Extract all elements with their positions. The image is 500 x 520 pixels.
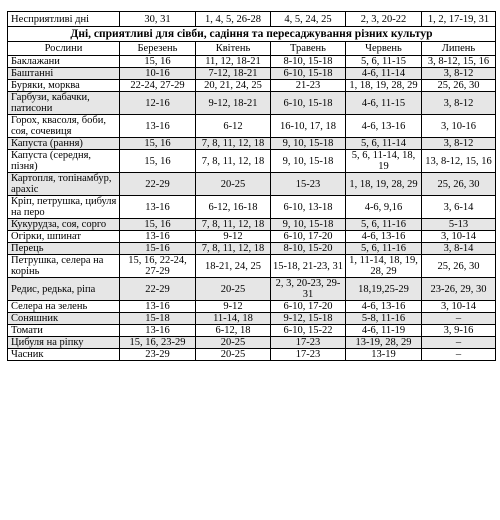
day-range-cell: 4-6, 13-16 [346,231,422,243]
table-row [8,68,496,80]
day-range-cell: 25, 26, 30 [422,80,496,92]
day-range-cell: 22-29 [120,173,196,196]
day-range-cell: 4-6, 11-15 [346,92,422,115]
plant-name: Баштанні [8,68,120,80]
unfavorable-july: 1, 2, 17-19, 31 [422,12,496,27]
day-range-cell: 5-8, 11-16 [346,313,422,325]
day-range-cell: 25, 26, 30 [422,255,496,278]
day-range-cell: 3, 8-12 [422,68,496,80]
day-range-cell: 1, 18, 19, 28, 29 [346,80,422,92]
day-range-cell: 15, 16 [120,56,196,68]
unfavorable-april: 1, 4, 5, 26-28 [196,12,271,27]
day-range-cell: 3, 6-14 [422,196,496,219]
day-range-cell: 7, 8, 11, 12, 18 [196,150,271,173]
table-row [8,56,496,68]
day-range-cell: 6-10, 13-18 [271,196,346,219]
plant-name: Горох, квасоля, боби, соя, сочевиця [8,115,120,138]
header-may: Травень [271,42,346,56]
header-plants: Рослини [8,42,120,56]
day-range-cell: 5, 6, 11-16 [346,219,422,231]
plant-name: Кукурудза, соя, сорго [8,219,120,231]
day-range-cell: – [422,313,496,325]
table-row [8,255,496,278]
day-range-cell: 17-23 [271,337,346,349]
day-range-cell: – [422,337,496,349]
day-range-cell: 1, 18, 19, 28, 29 [346,173,422,196]
table-row [8,325,496,337]
plant-name: Огірки, шпинат [8,231,120,243]
day-range-cell: 18-21, 24, 25 [196,255,271,278]
day-range-cell: 9-12, 15-18 [271,313,346,325]
day-range-cell: 5, 6, 11-16 [346,243,422,255]
day-range-cell: 13, 8-12, 15, 16 [422,150,496,173]
day-range-cell: 9, 10, 15-18 [271,138,346,150]
day-range-cell: 12-16 [120,92,196,115]
day-range-cell: 3, 8-12, 15, 16 [422,56,496,68]
day-range-cell: 9-12 [196,231,271,243]
sowing-table [7,11,496,361]
day-range-cell: 5, 6, 11-15 [346,56,422,68]
table-row [8,138,496,150]
plant-name: Гарбузи, кабачки, патисони [8,92,120,115]
plant-name: Капуста (середня, пізня) [8,150,120,173]
day-range-cell: 9-12, 18-21 [196,92,271,115]
table-row [8,243,496,255]
day-range-cell: 13-16 [120,231,196,243]
day-range-cell: 21-23 [271,80,346,92]
day-range-cell: 23-29 [120,349,196,361]
plant-name: Кріп, петрушка, цибуля на перо [8,196,120,219]
day-range-cell: 3, 8-14 [422,243,496,255]
header-row [8,42,496,56]
unfavorable-days-row [8,12,496,27]
table-row [8,92,496,115]
table-row [8,349,496,361]
day-range-cell: 15, 16, 22-24, 27-29 [120,255,196,278]
day-range-cell: 4-6, 9,16 [346,196,422,219]
day-range-cell: 20, 21, 24, 25 [196,80,271,92]
day-range-cell: 7-12, 18-21 [196,68,271,80]
day-range-cell: 15, 16 [120,150,196,173]
day-range-cell: 6-10, 17-20 [271,231,346,243]
unfavorable-days-label: Несприятливі дні [8,12,120,27]
plant-name: Петрушка, селера на корінь [8,255,120,278]
day-range-cell: 13-16 [120,115,196,138]
day-range-cell: 5, 6, 11-14, 18, 19 [346,150,422,173]
day-range-cell: 8-10, 15-18 [271,56,346,68]
table-row [8,301,496,313]
day-range-cell: 15-16 [120,243,196,255]
table-row [8,231,496,243]
table-row [8,278,496,301]
day-range-cell: 2, 3, 20-23, 29-31 [271,278,346,301]
day-range-cell: 6-10, 15-18 [271,92,346,115]
day-range-cell: 15, 16 [120,138,196,150]
table-row [8,196,496,219]
day-range-cell: 25, 26, 30 [422,173,496,196]
day-range-cell: 1, 11-14, 18, 19, 28, 29 [346,255,422,278]
day-range-cell: 4-6, 13-16 [346,115,422,138]
table-row [8,337,496,349]
unfavorable-may: 4, 5, 24, 25 [271,12,346,27]
day-range-cell: 16-10, 17, 18 [271,115,346,138]
day-range-cell: 7, 8, 11, 12, 18 [196,219,271,231]
plant-name: Буряки, морква [8,80,120,92]
header-march: Березень [120,42,196,56]
day-range-cell: 13-16 [120,325,196,337]
day-range-cell: 10-16 [120,68,196,80]
table-row [8,80,496,92]
day-range-cell: 22-29 [120,278,196,301]
plant-name: Соняшник [8,313,120,325]
table-row [8,173,496,196]
table-row [8,313,496,325]
day-range-cell: 18,19,25-29 [346,278,422,301]
day-range-cell: 6-12, 16-18 [196,196,271,219]
day-range-cell: 5-13 [422,219,496,231]
day-range-cell: 4-6, 11-19 [346,325,422,337]
plant-name: Баклажани [8,56,120,68]
day-range-cell: 11-14, 18 [196,313,271,325]
day-range-cell: 6-10, 15-18 [271,68,346,80]
day-range-cell: 6-12 [196,115,271,138]
day-range-cell: 3, 10-16 [422,115,496,138]
day-range-cell: 5, 6, 11-14 [346,138,422,150]
plant-name: Картопля, топінамбур, арахіс [8,173,120,196]
plant-name: Редис, редька, ріпа [8,278,120,301]
day-range-cell: 3, 8-12 [422,138,496,150]
day-range-cell: 13-19 [346,349,422,361]
day-range-cell: 6-12, 18 [196,325,271,337]
day-range-cell: 15-23 [271,173,346,196]
day-range-cell: 7, 8, 11, 12, 18 [196,243,271,255]
day-range-cell: 3, 10-14 [422,301,496,313]
day-range-cell: 13-16 [120,301,196,313]
day-range-cell: 20-25 [196,173,271,196]
day-range-cell: 3, 8-12 [422,92,496,115]
plant-name: Селера на зелень [8,301,120,313]
day-range-cell: 3, 10-14 [422,231,496,243]
unfavorable-june: 2, 3, 20-22 [346,12,422,27]
day-range-cell: 8-10, 15-20 [271,243,346,255]
header-june: Червень [346,42,422,56]
day-range-cell: 20-25 [196,278,271,301]
day-range-cell: 22-24, 27-29 [120,80,196,92]
day-range-cell: 20-25 [196,337,271,349]
plant-name: Капуста (рання) [8,138,120,150]
table-title-row [8,27,496,42]
day-range-cell: 9, 10, 15-18 [271,150,346,173]
day-range-cell: 6-10, 15-22 [271,325,346,337]
unfavorable-march: 30, 31 [120,12,196,27]
table-row [8,219,496,231]
day-range-cell: 7, 8, 11, 12, 18 [196,138,271,150]
table-row [8,150,496,173]
day-range-cell: 17-23 [271,349,346,361]
plant-name: Часник [8,349,120,361]
plant-name: Перець [8,243,120,255]
day-range-cell: 11, 12, 18-21 [196,56,271,68]
sowing-calendar [7,11,495,361]
day-range-cell: 15, 16, 23-29 [120,337,196,349]
day-range-cell: – [422,349,496,361]
plant-name: Томати [8,325,120,337]
day-range-cell: 15, 16 [120,219,196,231]
day-range-cell: 9, 10, 15-18 [271,219,346,231]
day-range-cell: 4-6, 11-14 [346,68,422,80]
day-range-cell: 20-25 [196,349,271,361]
table-row [8,115,496,138]
day-range-cell: 4-6, 13-16 [346,301,422,313]
plant-name: Цибуля на ріпку [8,337,120,349]
day-range-cell: 3, 9-16 [422,325,496,337]
day-range-cell: 13-16 [120,196,196,219]
day-range-cell: 6-10, 17-20 [271,301,346,313]
day-range-cell: 13-19, 28, 29 [346,337,422,349]
header-july: Липень [422,42,496,56]
day-range-cell: 15-18, 21-23, 31 [271,255,346,278]
day-range-cell: 15-18 [120,313,196,325]
header-april: Квітень [196,42,271,56]
day-range-cell: 23-26, 29, 30 [422,278,496,301]
day-range-cell: 9-12 [196,301,271,313]
table-title: Дні, сприятливі для сівби, садіння та пересаджування різних культур [8,27,496,42]
